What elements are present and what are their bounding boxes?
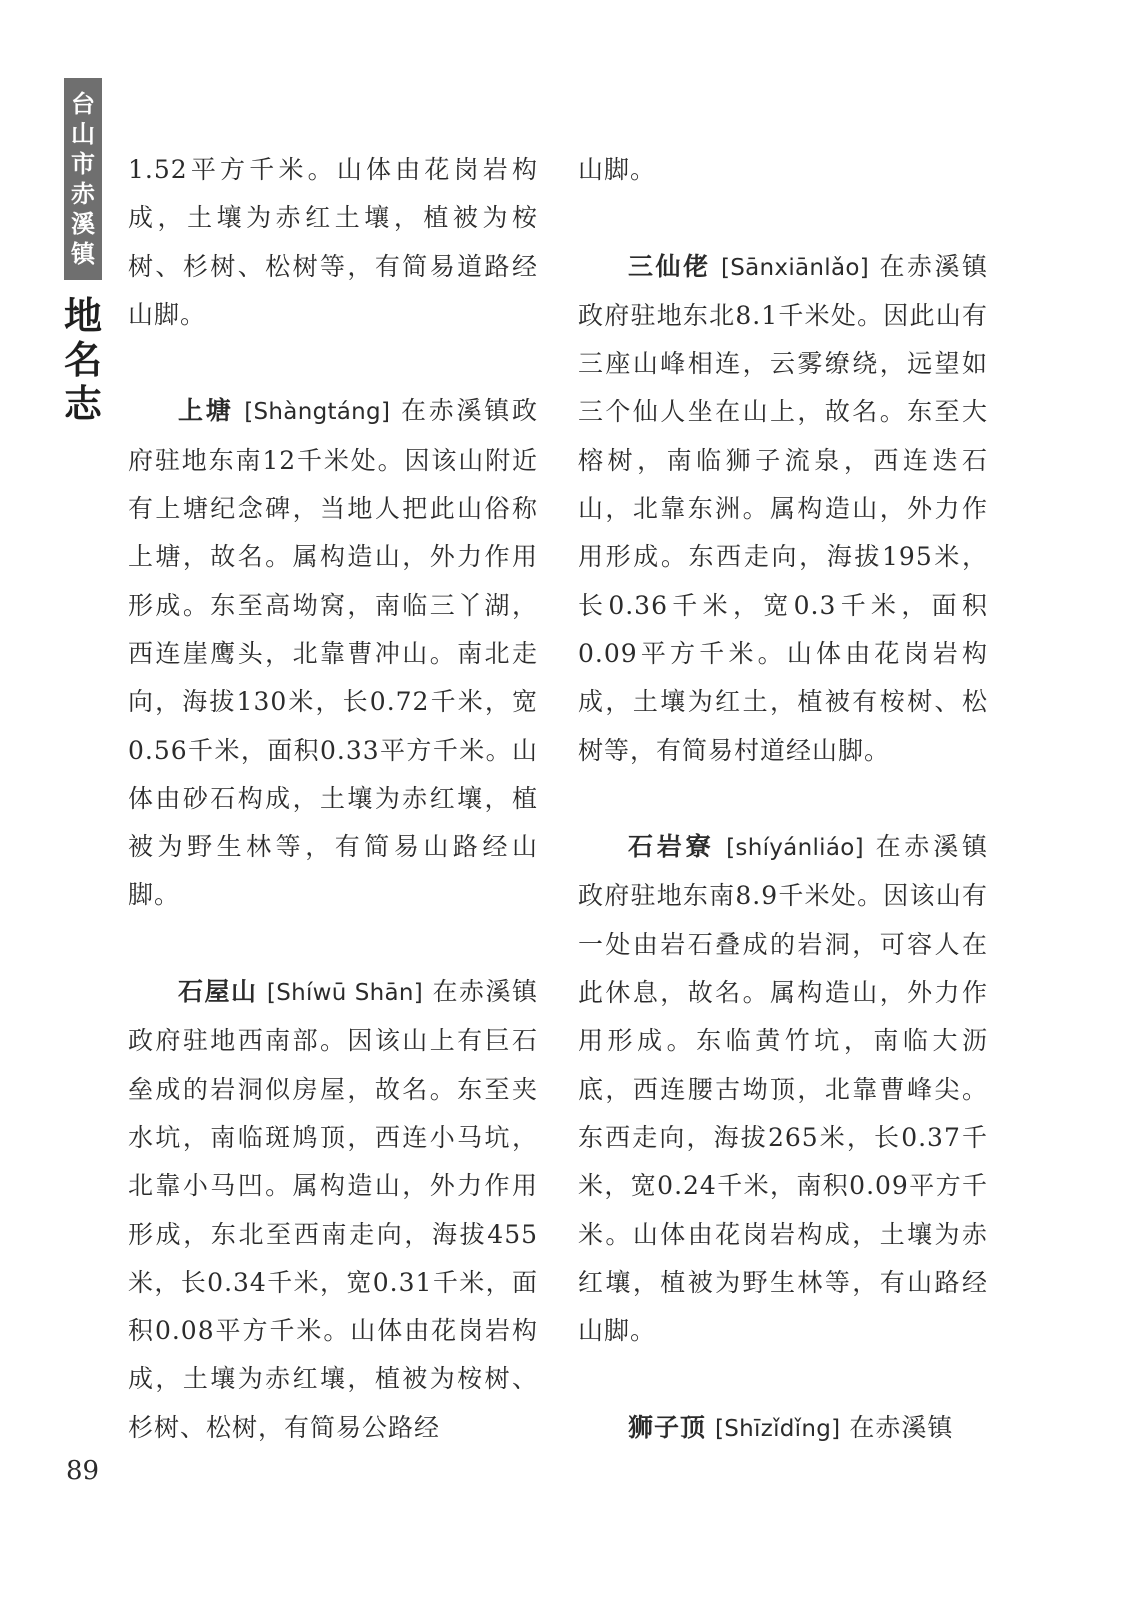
book-title-char: 名 bbox=[63, 338, 102, 382]
page-number: 89 bbox=[66, 1456, 100, 1486]
entry-text: 在赤溪镇政府驻地西南部。因该山上有巨石垒成的岩洞似房屋，故名。东至夹水坑，南临斑鸠顶，西连小马坑，北靠小马凹。属构造山，外力作用形成，东北至西南走向，海拔455米，长0.34千米，宽0.31千米，面积0.08平方千米。山体由花岗岩构成，土壤为赤红壤，植被为桉树、杉树、松树，有简易公路经 bbox=[128, 977, 538, 1442]
entry-pinyin: [Sānxiānlǎo] bbox=[720, 254, 870, 281]
entry-shangtang bbox=[128, 387, 538, 919]
section-tab bbox=[64, 78, 102, 280]
section-tab-char: 镇 bbox=[71, 239, 95, 268]
entry-text: 在赤溪镇 bbox=[840, 1412, 954, 1442]
entry-pinyin: [shíyánliáo] bbox=[726, 835, 864, 862]
entry-name: 石岩寮 bbox=[628, 832, 715, 862]
entry-pinyin: [Shàngtáng] bbox=[244, 399, 391, 426]
section-tab-char: 市 bbox=[71, 149, 95, 178]
book-title-char: 地 bbox=[63, 294, 102, 338]
right-column bbox=[578, 146, 988, 1453]
entry-text: 在赤溪镇政府驻地东北8.1千米处。因此山有三座山峰相连，云雾缭绕，远望如三个仙人坐在山上，故名。东至大榕树，南临狮子流泉，西连迭石山，北靠东洲。属构造山，外力作用形成。东西走向，海拔195米，长0.36千米，宽0.3千米，面积0.09平方千米。山体由花岗岩构成，土壤为红土，植被有桉树、松树等，有简易村道经山脚。 bbox=[578, 251, 988, 765]
section-tab-char: 溪 bbox=[71, 209, 95, 238]
section-tab-char: 台 bbox=[71, 89, 95, 118]
book-title-char: 志 bbox=[63, 382, 102, 426]
book-title-vertical bbox=[62, 294, 104, 426]
entry-sanxianlao bbox=[578, 243, 988, 775]
entry-text: 在赤溪镇政府驻地东南8.9千米处。因该山有一处由岩石叠成的岩洞，可容人在此休息，故名。属构造山，外力作用形成。东临黄竹坑，南临大沥底，西连腰古坳顶，北靠曹峰尖。东西走向，海拔265米，长0.37千米，宽0.24千米，南积0.09平方千米。山体由花岗岩构成，土壤为赤红壤，植被为野生林等，有山路经山脚。 bbox=[578, 832, 988, 1346]
entry-shiyanliao bbox=[578, 823, 988, 1355]
entry-name: 石屋山 bbox=[178, 977, 258, 1007]
entry-text: 在赤溪镇政府驻地东南12千米处。因该山附近有上塘纪念碑，当地人把此山俗称上塘，故名。属构造山，外力作用形成。东至高坳窝，南临三丫湖，西连崖鹰头，北靠曹冲山。南北走向，海拔130米，长0.72千米，宽0.56千米，面积0.33平方千米。山体由砂石构成，土壤为赤红壤，植被为野生林等，有简易山路经山脚。 bbox=[128, 396, 538, 910]
section-tab-char: 山 bbox=[71, 119, 95, 148]
continued-paragraph: 山脚。 bbox=[578, 155, 657, 184]
entry-shiziding bbox=[578, 1404, 988, 1453]
entry-shiwushan bbox=[128, 968, 538, 1452]
entry-name: 狮子顶 bbox=[628, 1412, 707, 1442]
entry-pinyin: [Shíwū Shān] bbox=[266, 980, 424, 1007]
continued-paragraph: 1.52平方千米。山体由花岗岩构成，土壤为赤红土壤，植被为桉树、杉树、松树等，有简易道路经山脚。 bbox=[128, 155, 538, 329]
entry-name: 上塘 bbox=[178, 396, 234, 426]
left-column bbox=[128, 146, 538, 1452]
entry-pinyin: [Shīzǐdǐng] bbox=[714, 1415, 841, 1442]
entry-name: 三仙佬 bbox=[628, 251, 711, 281]
section-tab-char: 赤 bbox=[71, 179, 95, 208]
